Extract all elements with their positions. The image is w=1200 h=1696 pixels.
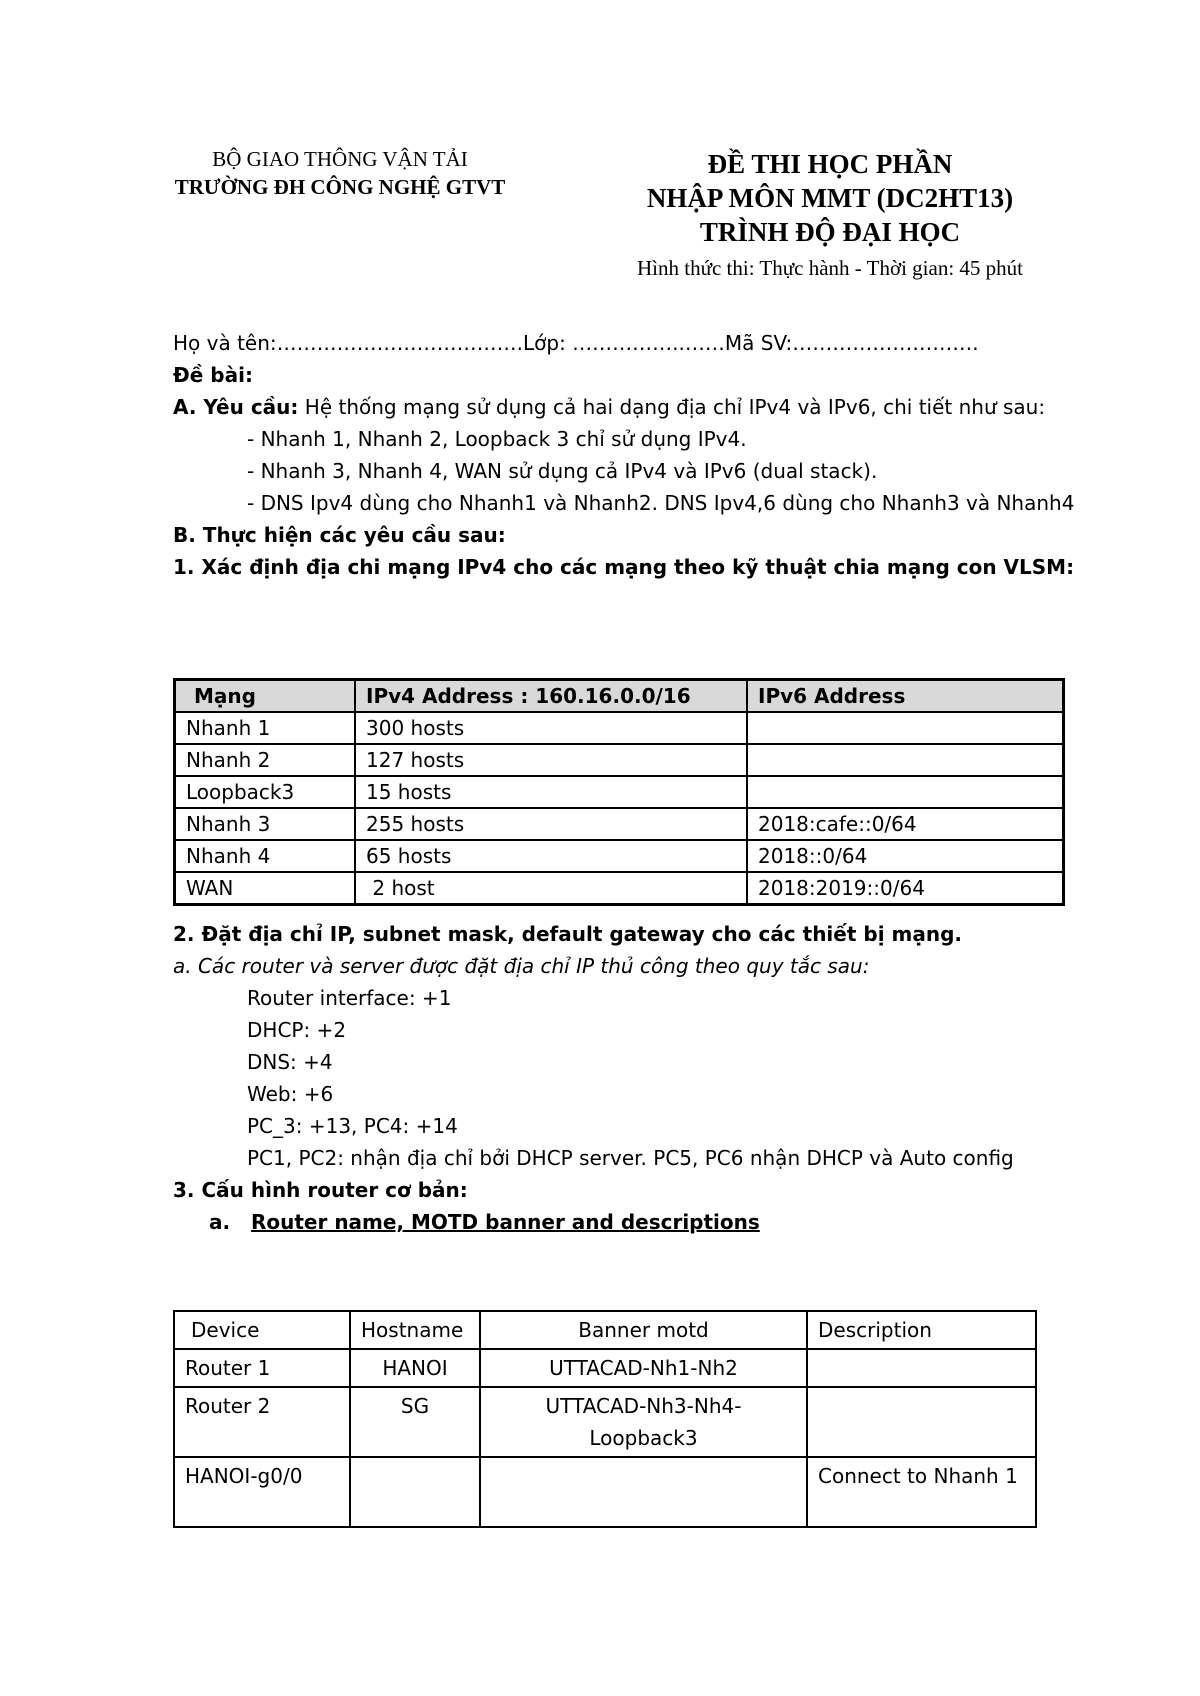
table-cell: 255 hosts <box>355 808 747 840</box>
question-2: 2. Đặt địa chỉ IP, subnet mask, default gateway cho các thiết bị mạng. <box>173 922 962 946</box>
rule-item: PC_3: +13, PC4: +14 <box>247 1114 458 1138</box>
table-cell: Nhanh 1 <box>175 712 356 744</box>
table-row <box>174 1349 1036 1387</box>
table-cell: WAN <box>175 872 356 905</box>
col-header: Banner motd <box>480 1311 807 1349</box>
rule-item: DNS: +4 <box>247 1050 333 1074</box>
table-cell: Nhanh 2 <box>175 744 356 776</box>
col-header: IPv4 Address : 160.16.0.0/16 <box>355 680 747 713</box>
question-3a <box>173 1206 1103 1238</box>
table-cell: Router 1 <box>174 1349 350 1387</box>
header-ministry <box>140 145 540 201</box>
col-header: Mạng <box>175 680 356 713</box>
table-cell: 2018:cafe::0/64 <box>747 808 1064 840</box>
rule-item: DHCP: +2 <box>247 1018 347 1042</box>
rule-item: Web: +6 <box>247 1082 334 1106</box>
rule-item: Router interface: +1 <box>247 986 452 1010</box>
table-row <box>175 840 1064 872</box>
section-a <box>173 391 1103 423</box>
question-3: 3. Cấu hình router cơ bản: <box>173 1178 468 1202</box>
table-cell <box>807 1387 1036 1457</box>
table-cell: HANOI-g0/0 <box>174 1457 350 1527</box>
ministry-name: BỘ GIAO THÔNG VẬN TẢI <box>212 147 468 171</box>
table-row <box>175 872 1064 905</box>
section-a-text: Hệ thống mạng sử dụng cả hai dạng địa chỉ IPv4 và IPv6, chi tiết như sau: <box>298 395 1046 419</box>
student-info: Họ và tên:……………………………….Lớp: ……………..……Mã SV:………………………. <box>173 331 979 355</box>
level-title: TRÌNH ĐỘ ĐẠI HỌC <box>699 217 961 247</box>
section-a-item: - DNS Ipv4 dùng cho Nhanh1 và Nhanh2. DNS Ipv4,6 dùng cho Nhanh3 và Nhanh4 <box>247 491 1075 515</box>
table-cell: Nhanh 4 <box>175 840 356 872</box>
question-3a-title: Router name, MOTD banner and descriptions <box>250 1210 760 1234</box>
question-3a-prefix: a. <box>209 1210 231 1234</box>
rule-item: PC1, PC2: nhận địa chỉ bởi DHCP server. PC5, PC6 nhận DHCP và Auto config <box>247 1146 1014 1170</box>
table-cell: Router 2 <box>174 1387 350 1457</box>
section-a-item: - Nhanh 3, Nhanh 4, WAN sử dụng cả IPv4 và IPv6 (dual stack). <box>247 459 878 483</box>
university-name: TRƯỜNG ĐH CÔNG NGHỆ GTVT <box>174 175 506 199</box>
table-cell: 2 host <box>355 872 747 905</box>
table-row <box>175 712 1064 744</box>
table-cell: Loopback3 <box>175 776 356 808</box>
table-cell: Connect to Nhanh 1 <box>807 1457 1036 1527</box>
table-row <box>175 776 1064 808</box>
table-cell: UTTACAD-Nh3-Nh4-Loopback3 <box>480 1387 807 1457</box>
table-cell: SG <box>350 1387 480 1457</box>
table-cell: 2018:2019::0/64 <box>747 872 1064 905</box>
table-cell <box>747 744 1064 776</box>
question-1: 1. Xác định địa chi mạng IPv4 cho các mạng theo kỹ thuật chia mạng con VLSM: <box>173 555 1075 579</box>
exam-body-part2 <box>173 918 1103 1238</box>
table-cell <box>350 1457 480 1527</box>
table-cell: 2018::0/64 <box>747 840 1064 872</box>
section-b-label: B. Thực hiện các yêu cầu sau: <box>173 523 506 547</box>
exam-format: Hình thức thi: Thực hành - Thời gian: 45 phút <box>637 256 1023 280</box>
table-cell: 127 hosts <box>355 744 747 776</box>
de-bai-heading: Đề bài: <box>173 363 253 387</box>
exam-body <box>173 327 1103 583</box>
table-header-row <box>174 1311 1036 1349</box>
table-cell <box>747 712 1064 744</box>
col-header: Hostname <box>350 1311 480 1349</box>
table-row <box>174 1457 1036 1527</box>
table-cell: Nhanh 3 <box>175 808 356 840</box>
section-a-item: - Nhanh 1, Nhanh 2, Loopback 3 chỉ sử dụng IPv4. <box>247 427 747 451</box>
table-cell <box>480 1457 807 1527</box>
table-header-row <box>175 680 1064 713</box>
table-cell: HANOI <box>350 1349 480 1387</box>
table-cell: 15 hosts <box>355 776 747 808</box>
table-cell <box>747 776 1064 808</box>
table-cell <box>807 1349 1036 1387</box>
vlsm-table <box>173 678 1065 906</box>
table-row <box>175 808 1064 840</box>
table-cell: 65 hosts <box>355 840 747 872</box>
col-header: Description <box>807 1311 1036 1349</box>
table-row <box>175 744 1064 776</box>
section-a-label: A. Yêu cầu: <box>173 395 299 419</box>
question-2a: a. Các router và server được đặt địa chỉ IP thủ công theo quy tắc sau: <box>173 954 870 978</box>
header-exam <box>600 147 1060 283</box>
table-row <box>174 1387 1036 1457</box>
table-cell: 300 hosts <box>355 712 747 744</box>
exam-title: ĐỀ THI HỌC PHẦN <box>707 149 953 179</box>
course-title: NHẬP MÔN MMT (DC2HT13) <box>646 183 1014 213</box>
table-cell: UTTACAD-Nh1-Nh2 <box>480 1349 807 1387</box>
col-header: IPv6 Address <box>747 680 1064 713</box>
col-header: Device <box>174 1311 350 1349</box>
router-config-table <box>173 1310 1037 1528</box>
